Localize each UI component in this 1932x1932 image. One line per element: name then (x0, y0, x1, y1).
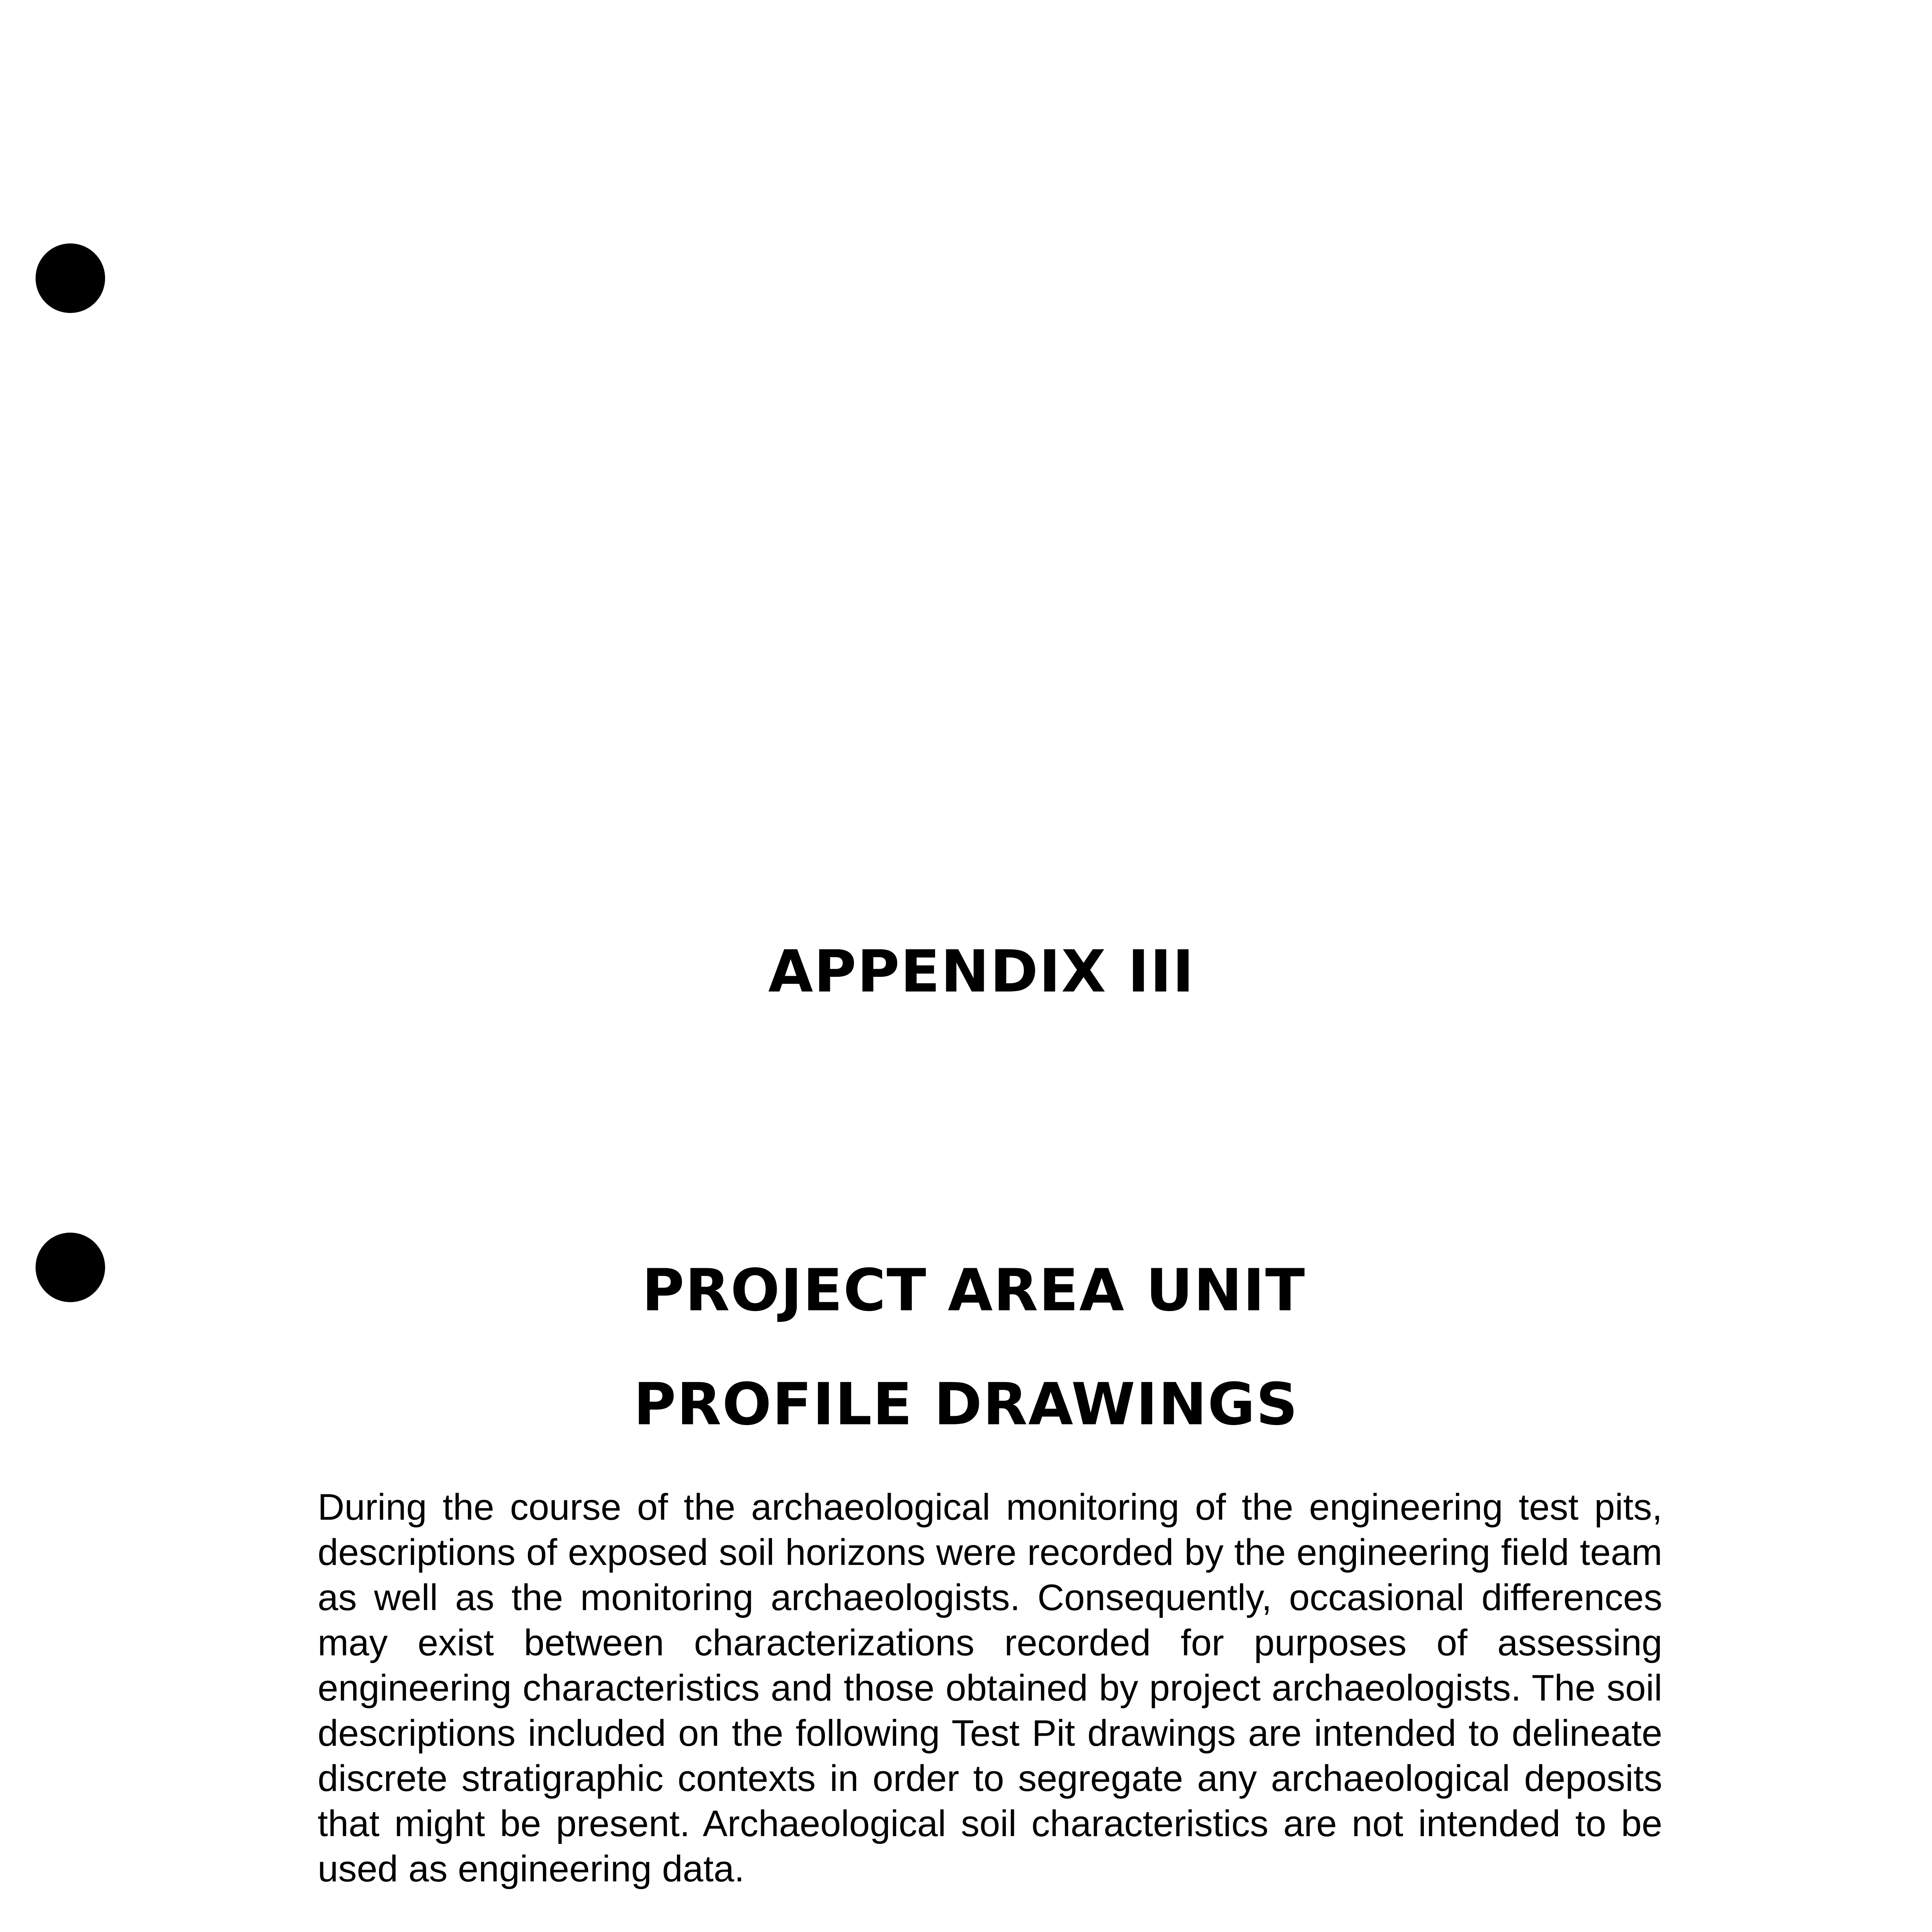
appendix-title: APPENDIX III (768, 938, 1195, 1005)
section-title-line-2: PROFILE DRAWINGS (633, 1371, 1299, 1438)
section-title-line-1: PROJECT AREA UNIT (642, 1257, 1306, 1324)
punch-hole-top (36, 243, 105, 313)
body-paragraph: During the course of the archaeological monitoring of the engineering test pits, descriptions of exposed soil horizons were recorded by the engineering field team as well as the monitoring archaeologists. Consequently, occasional differences may exist between characterizations recorded for purposes of assessing engineering characteristics and those obtained by project archaeologists. The soil descriptions included on the following Test Pit drawings are intended to delineate discrete stratigraphic contexts in order to segregate any archaeological deposits that might be present. Archaeological soil characteristics are not intended to be used as engineering data. (318, 1486, 1662, 1889)
